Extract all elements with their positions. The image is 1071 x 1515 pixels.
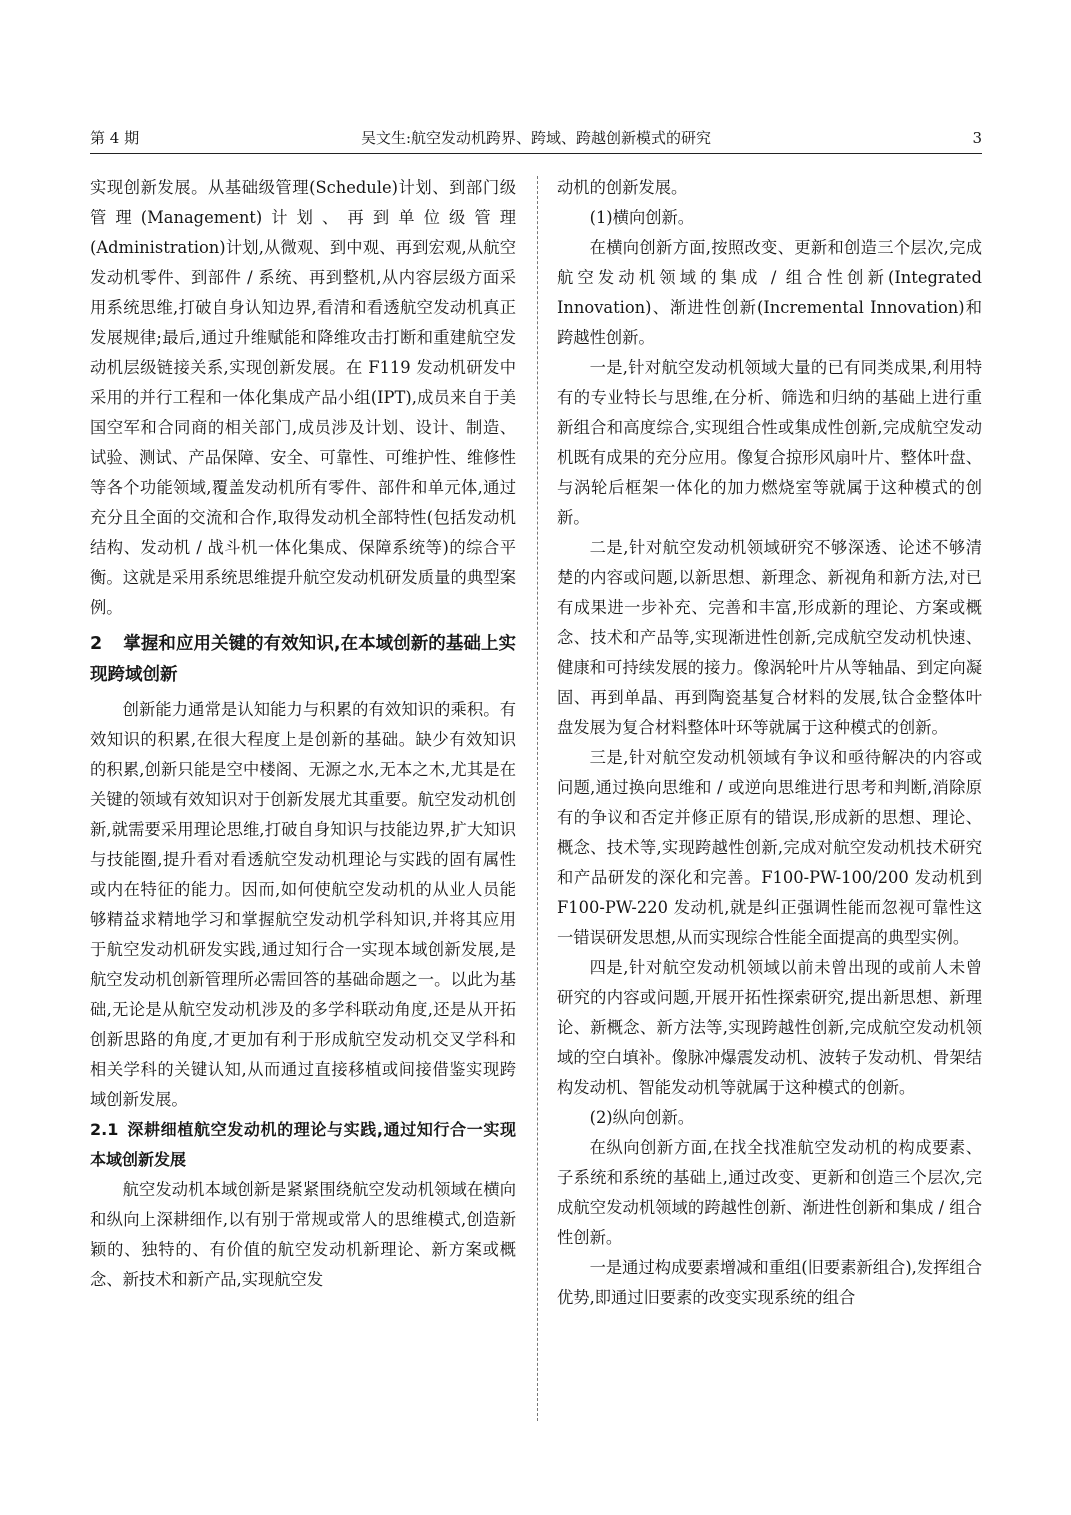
issue-label: 第 4 期 — [90, 129, 140, 147]
body-paragraph: 创新能力通常是认知能力与积累的有效知识的乘积。有效知识的积累,在很大程度上是创新的基础。缺少有效知识的积累,创新只能是空中楼阁、无源之水,无本之木,尤其是在关键的领域有效知识对于创新发展尤其重要。航空发动机创新,就需要采用理论思维,打破自身知识与技能边界,扩大知识与技能圈,提升看对看透航空发动机理论与实践的固有属性或内在特征的能力。因而,如何使航空发动机的从业人员能够精益求精地学习和掌握航空发动机学科知识,并将其应用于航空发动机研发实践,通过知行合一实现本域创新发展,是航空发动机创新管理所必需回答的基础命题之一。以此为基础,无论是从航空发动机涉及的多学科联动角度,还是从开拓创新思路的角度,才更加有利于形成航空发动机交叉学科和相关学科的关键认知,从而通过直接移植或间接借鉴实现跨域创新发展。 — [90, 700, 516, 1109]
page-number: 3 — [972, 129, 982, 147]
body-paragraph: 一是,针对航空发动机领域大量的已有同类成果,利用特有的专业特长与思维,在分析、筛选和归纳的基础上进行重新组合和高度综合,实现组合性或集成性创新,完成航空发动机既有成果的充分应用。像复合掠形风扇叶片、整体叶盘、与涡轮后框架一体化的加力燃烧室等就属于这种模式的创新。 — [557, 358, 982, 527]
body-paragraph: 一是通过构成要素增减和重组(旧要素新组合),发挥组合优势,即通过旧要素的改变实现系统的组合 — [557, 1258, 982, 1307]
subsection-number: 2.1 — [90, 1120, 119, 1139]
body-paragraph: 在纵向创新方面,在找全找准航空发动机的构成要素、子系统和系统的基础上,通过改变、更新和创造三个层次,完成航空发动机领域的跨越性创新、渐进性创新和集成 / 组合性创新。 — [557, 1138, 982, 1247]
body-paragraph: 航空发动机本域创新是紧紧围绕航空发动机领域在横向和纵向上深耕细作,以有别于常规或常人的思维模式,创造新颖的、独特的、有价值的航空发动机新理论、新方案或概念、新技术和新产品,实现航空发 — [90, 1180, 516, 1289]
list-heading: (1)横向创新。 — [589, 208, 695, 227]
left-column — [90, 173, 516, 1295]
header-rule — [90, 153, 982, 154]
column-divider — [537, 176, 538, 1421]
running-header — [90, 125, 982, 151]
body-paragraph: 三是,针对航空发动机领域有争议和亟待解决的内容或问题,通过换向思维和 / 或逆向思维进行思考和判断,消除原有的争议和否定并修正原有的错误,形成新的思想、理论、概念、技术等,实现跨越性创新,完成对航空发动机技术研究和产品研发的深化和完善。F100-PW-100/200 发动机到 F100-PW-220 发动机,就是纠正强调性能而忽视可靠性这一错误研发思想,从而实现综合性能全面提高的典型实例。 — [557, 748, 982, 947]
section-title: 掌握和应用关键的有效知识,在本域创新的基础上实现跨域创新 — [90, 634, 516, 685]
body-paragraph: 四是,针对航空发动机领域以前未曾出现的或前人未曾研究的内容或问题,开展开拓性探索研究,提出新思想、新理论、新概念、新方法等,实现跨越性创新,完成航空发动机领域的空白填补。像脉冲爆震发动机、波转子发动机、骨架结构发动机、智能发动机等就属于这种模式的创新。 — [557, 958, 982, 1097]
body-paragraph: 在横向创新方面,按照改变、更新和创造三个层次,完成航空发动机领域的集成 / 组合性创新(Integrated Innovation)、渐进性创新(Incremental Innovation)和跨越性创新。 — [557, 238, 982, 347]
subsection-heading — [90, 1115, 516, 1175]
body-paragraph: 动机的创新发展。 — [557, 178, 688, 197]
list-heading: (2)纵向创新。 — [589, 1108, 695, 1127]
body-paragraph: 二是,针对航空发动机领域研究不够深透、论述不够清楚的内容或问题,以新思想、新理念、新视角和新方法,对已有成果进一步补充、完善和丰富,形成新的理论、方案或概念、技术和产品等,实现渐进性创新,完成航空发动机快速、健康和可持续发展的接力。像涡轮叶片从等轴晶、到定向凝固、再到单晶、再到陶瓷基复合材料的发展,钛合金整体叶盘发展为复合材料整体叶环等就属于这种模式的创新。 — [557, 538, 982, 737]
section-number: 2 — [90, 634, 103, 654]
body-paragraph: 实现创新发展。从基础级管理(Schedule)计划、到部门级管理(Management)计划、再到单位级管理(Administration)计划,从微观、到中观、再到宏观,从航空发动机零件、到部件 / 系统、再到整机,从内容层级方面采用系统思维,打破自身认知边界,看清和看透航空发动机真正发展规律;最后,通过升维赋能和降维攻击打断和重建航空发动机层级链接关系,实现创新发展。在 F119 发动机研发中采用的并行工程和一体化集成产品小组(IPT),成员来自于美国空军和合同商的相关部门,成员涉及计划、设计、制造、试验、测试、产品保障、安全、可靠性、可维护性、维修性等各个功能领域,覆盖发动机所有零件、部件和单元体,通过充分且全面的交流和合作,取得发动机全部特性(包括发动机结构、发动机 / 战斗机一体化集成、保障系统等)的综合平衡。这就是采用系统思维提升航空发动机研发质量的典型案例。 — [90, 178, 516, 617]
section-heading — [90, 629, 516, 691]
running-title: 吴文生:航空发动机跨界、跨域、跨越创新模式的研究 — [360, 129, 712, 147]
right-column — [557, 173, 982, 1313]
subsection-title: 深耕细植航空发动机的理论与实践,通过知行合一实现本域创新发展 — [90, 1120, 516, 1169]
